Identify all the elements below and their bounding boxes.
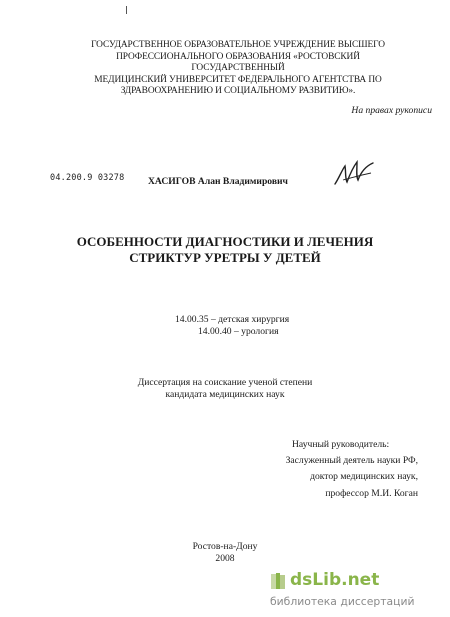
handwritten-signature <box>333 158 377 188</box>
place-and-year <box>170 541 280 565</box>
supervisor-line: доктор медицинских наук, <box>310 471 418 483</box>
institution-header <box>78 40 398 98</box>
supervisor-line: Заслуженный деятель науки РФ, <box>285 455 418 467</box>
dslib-logo-icon <box>270 572 286 590</box>
institution-line: ПРОФЕССИОНАЛЬНОГО ОБРАЗОВАНИЯ «РОСТОВСКИЙ ГОСУДАРСТВЕННЫЙ <box>116 51 360 74</box>
author-name: ХАСИГОВ Алан Владимирович <box>148 176 288 187</box>
degree-line: кандидата медицинских наук <box>165 388 285 400</box>
place-text: Ростов-на-Дону <box>192 541 258 552</box>
registration-number: 04.200.9 03278 <box>50 173 125 183</box>
specialty-line: 14.00.40 – урология <box>198 325 279 337</box>
supervisor-heading: Научный руководитель: <box>292 439 390 450</box>
degree-statement <box>100 377 350 401</box>
dslib-watermark[interactable] <box>270 572 440 612</box>
year-text: 2008 <box>215 553 235 564</box>
title-line: СТРИКТУР УРЕТРЫ У ДЕТЕЙ <box>129 250 321 265</box>
specialty-line: 14.00.35 – детская хирургия <box>175 314 290 325</box>
supervisor-block <box>222 437 418 502</box>
watermark-subtitle: библиотека диссертаций <box>270 595 415 608</box>
degree-line: Диссертация на соискание ученой степени <box>137 377 313 388</box>
institution-line: ЗДРАВООХРАНЕНИЮ И СОЦИАЛЬНОМУ РАЗВИТИЮ». <box>120 86 356 97</box>
specialty-codes <box>175 314 289 338</box>
watermark-name: dsLib.net <box>290 570 380 590</box>
scan-mark <box>126 6 127 14</box>
manuscript-note: На правах рукописи <box>351 105 432 116</box>
institution-line: МЕДИЦИНСКИЙ УНИВЕРСИТЕТ ФЕДЕРАЛЬНОГО АГЕНТСТВА ПО <box>94 74 382 85</box>
institution-line: ГОСУДАРСТВЕННОЕ ОБРАЗОВАТЕЛЬНОЕ УЧРЕЖДЕНИЕ ВЫСШЕГО <box>91 40 385 50</box>
title-line: ОСОБЕННОСТИ ДИАГНОСТИКИ И ЛЕЧЕНИЯ <box>76 234 374 249</box>
supervisor-line: профессор М.И. Коган <box>325 487 418 499</box>
dissertation-title <box>60 234 390 266</box>
